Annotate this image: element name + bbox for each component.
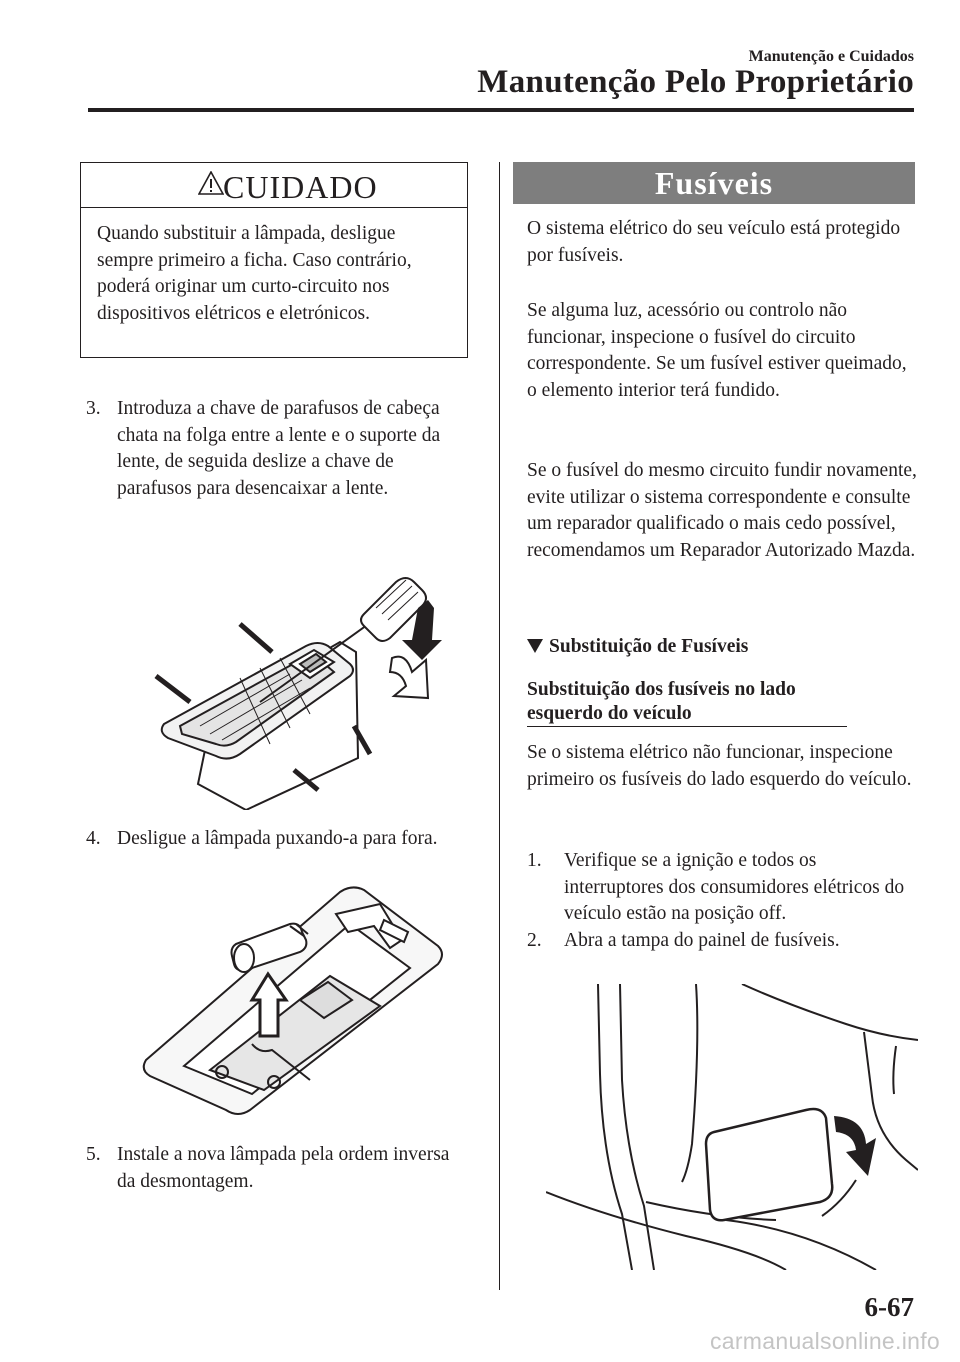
caution-box (80, 162, 468, 358)
step-number: 2. (527, 929, 542, 951)
header-rule (88, 108, 914, 112)
step-text: Abra a tampa do painel de fusíveis. (564, 929, 840, 951)
left-side-intro: Se o sistema elétrico não funcionar, inspecione primeiro os fusíveis do lado esquerdo do veículo. (527, 742, 912, 790)
chapter-title: Manutenção e Cuidados (748, 48, 914, 65)
fuse-step-2 (527, 928, 917, 955)
fuse-replacement-heading (527, 636, 748, 658)
step-text: Desligue a lâmpada puxando-a para fora. (117, 828, 438, 849)
watermark: carmanualsonline.info (709, 1328, 940, 1354)
step-4 (86, 826, 466, 853)
step-number: 1. (527, 850, 542, 871)
page-number: 6-67 (864, 1292, 914, 1322)
fuse-steps (527, 848, 917, 954)
column-divider (499, 162, 500, 1290)
step-3 (86, 396, 466, 502)
fuses-paragraph-3: Se o fusível do mesmo circuito fundir novamente, evite utilizar o sistema correspondente e consulte um reparador qualificado o mais cedo possível, recomendamos um Reparador Autorizado Mazda. (527, 460, 917, 561)
warning-triangle-icon (198, 171, 224, 195)
step-text: Verifique se a ignição e todos os interruptores dos consumidores elétricos do veículo estão na posição off. (564, 850, 905, 924)
step-number: 3. (86, 398, 101, 419)
fuses-paragraph-2: Se alguma luz, acessório ou controlo não funcionar, inspecione o fusível do circuito correspondente. Se um fusível estiver queimado, o elemento interior terá fundido. (527, 300, 907, 401)
fuses-paragraph-1: O sistema elétrico do seu veículo está protegido por fusíveis. (527, 218, 901, 266)
section-title: Manutenção Pelo Proprietário (477, 64, 914, 100)
step-text: Instale a nova lâmpada pela ordem inversa da desmontagem. (117, 1144, 450, 1192)
step-number: 4. (86, 828, 101, 849)
caution-text: Quando substituir a lâmpada, desligue sempre primeiro a ficha. Caso contrário, poderá originar um curto-circuito nos dispositivos elétricos e eletrónicos. (97, 223, 412, 324)
triangle-down-icon (527, 638, 543, 654)
caution-title: CUIDADO (223, 169, 378, 205)
step-number: 5. (86, 1144, 101, 1165)
subheading-text: Substituição de Fusíveis (549, 636, 749, 657)
step-text: Introduza a chave de parafusos de cabeça chata na folga entre a lente e o suporte da lente, de seguida deslize a chave de parafusos para desencaixar a lente. (117, 398, 441, 499)
fuse-panel-cover-illustration (546, 984, 918, 1270)
fuse-step-1 (527, 848, 917, 928)
lens-removal-illustration (150, 548, 450, 810)
underlined-heading-text: Substituição dos fusíveis no lado esquerdo do veículo (527, 678, 847, 727)
step-5 (86, 1142, 466, 1195)
left-side-fuses-heading (527, 678, 847, 727)
caution-header (81, 163, 467, 208)
fuses-section-title: Fusíveis (513, 162, 915, 204)
bulb-removal-illustration (140, 884, 446, 1124)
